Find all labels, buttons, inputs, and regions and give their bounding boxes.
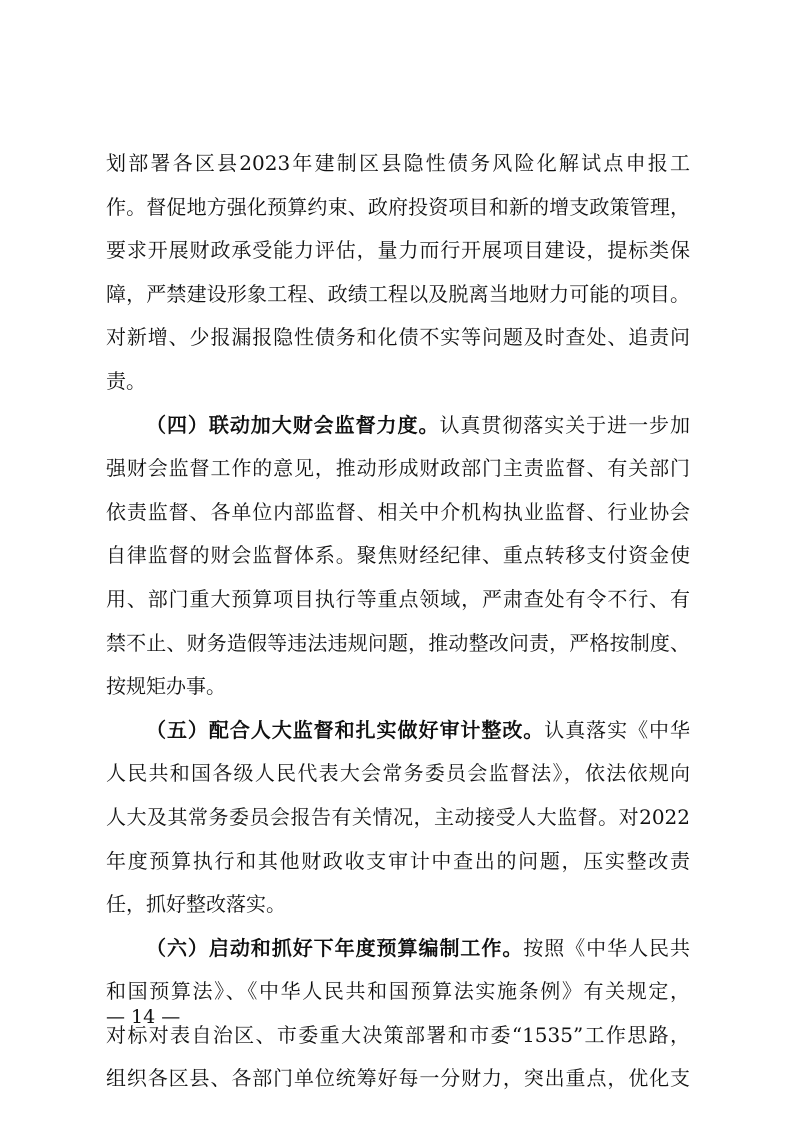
text-line: 人民共和国各级人民代表大会常务委员会监督法》，依法依规向 (106, 761, 690, 786)
text-segment: 认真落实《中华 (544, 717, 691, 742)
text-line: 人大及其常务委员会报告有关情况，主动接受人大监督。对2022 (106, 804, 690, 829)
text-line: 禁不止、财务造假等违法违规问题，推动整改问责，严格按制度、 (106, 630, 690, 655)
text-line (106, 709, 690, 753)
text-line: 组织各区县、各部门单位统筹好每一分财力，突出重点，优化支 (106, 1066, 690, 1091)
text-line: 依责监督、各单位内部监督、相关中介机构执业监督、行业协会 (106, 499, 690, 524)
section-heading: （四）联动加大财会监督力度。 (146, 412, 440, 437)
text-segment: 按照《中华人民共 (523, 935, 691, 960)
text-line: 划部署各区县2023年建制区县隐性债务风险化解试点申报工 (106, 151, 690, 175)
paragraph-debt-risk (106, 142, 690, 404)
text-line (106, 927, 690, 971)
paragraph-financial-supervision (106, 404, 690, 709)
text-line: 要求开展财政承受能力评估，量力而行开展项目建设，提标类保 (106, 238, 690, 263)
paragraph-budget-preparation (106, 927, 690, 1101)
text-line: 和国预算法》、《中华人民共和国预算法实施条例》有关规定， (106, 979, 690, 1004)
text-line: 强财会监督工作的意见，推动形成财政部门主责监督、有关部门 (106, 456, 690, 481)
text-line: 自律监督的财会监督体系。聚焦财经纪律、重点转移支付资金使 (106, 543, 690, 568)
text-line: 责。 (106, 368, 146, 393)
text-segment: 认真贯彻落实关于进一步加 (439, 412, 691, 437)
text-line: 对新增、少报漏报隐性债务和化债不实等问题及时查处、追责问 (106, 325, 690, 350)
text-line: 作。督促地方强化预算约束、政府投资项目和新的增支政策管理， (106, 194, 690, 219)
text-line: 年度预算执行和其他财政收支审计中查出的问题，压实整改责 (106, 848, 690, 873)
text-line: 按规矩办事。 (106, 674, 226, 699)
document-body (106, 142, 690, 1101)
text-line: 用、部门重大预算项目执行等重点领域，严肃查处有令不行、有 (106, 586, 690, 611)
text-line (106, 404, 690, 448)
section-heading: （五）配合人大监督和扎实做好审计整改。 (146, 717, 545, 742)
text-line: 障，严禁建设形象工程、政绩工程以及脱离当地财力可能的项目。 (106, 281, 690, 306)
paragraph-npc-supervision (106, 709, 690, 927)
section-heading: （六）启动和抓好下年度预算编制工作。 (146, 935, 524, 960)
text-line: 对标对表自治区、市委重大决策部署和市委“1535”工作思路， (106, 1022, 690, 1047)
text-line: 任，抓好整改落实。 (106, 892, 286, 917)
page-number: — 14 — (106, 1006, 181, 1028)
